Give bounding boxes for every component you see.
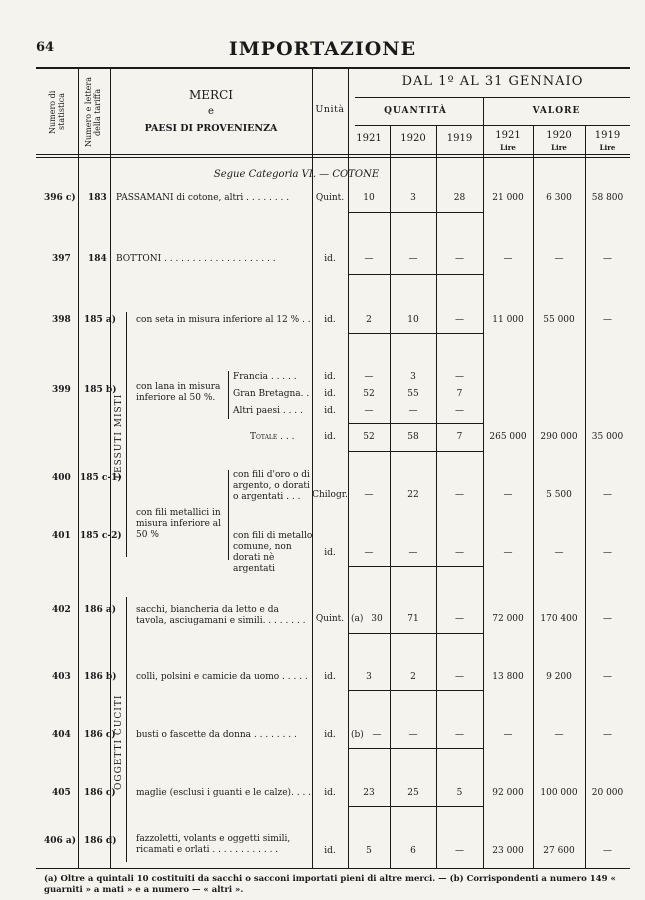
year-v-1920: 1920 [546,130,572,141]
q21-405: 23 [363,788,375,798]
header-col-tariff: Numero e lettera della tariffa [84,77,102,147]
v20-404: — [554,730,564,740]
v19-406: — [603,846,612,856]
sep-5 [348,566,483,567]
q21-396: 10 [363,193,375,203]
lire-1920: Lire [551,143,567,152]
header-col-stat: Numero di statistica [48,90,66,134]
q19-francia: — [455,372,464,382]
v20-397: — [554,254,564,264]
v21-402: 72 000 [492,614,524,624]
header-paesi: PAESI DI PROVENIENZA [144,123,278,134]
v21-403: 13 800 [492,672,524,682]
v21-404: — [503,730,513,740]
lire-1919: Lire [599,143,616,152]
unit-402: Quint. [315,614,345,624]
q21-401: — [364,548,374,558]
stat-405: 405 [52,788,71,798]
v19-402: — [603,614,612,624]
q19-403: — [455,672,464,682]
top-rule [36,67,630,69]
stat-403: 403 [52,672,71,682]
stat-401: 401 [52,531,71,541]
tariff-186c: 186 c) [84,730,116,740]
stat-402: 402 [52,605,71,615]
header-merci: MERCI [188,88,233,102]
q20-401: — [408,548,418,558]
q19-400: — [455,490,464,500]
header-valore: VALORE [532,106,581,116]
v21-405: 92 000 [492,788,524,798]
q20-altri: — [408,406,418,416]
v19-404: — [603,730,612,740]
q20-gb: 55 [407,389,419,399]
desc-405: maglie (esclusi i guanti e le calze). . . . [136,788,312,798]
header-merci-and: e [208,106,214,117]
sep-4 [348,451,483,452]
q19-401: — [455,548,464,558]
desc-399: con lana in misura inferiore al 50 %. [136,382,221,403]
q21-398: 2 [366,315,372,325]
totale-label: Totale . . . [250,432,295,442]
q21-400: — [364,490,374,500]
desc-397: BOTTONI . . . . . . . . . . . . . . . . . . . . [116,254,276,264]
sep-6 [348,633,483,634]
header-period: DAL 1º AL 31 GENNAIO [401,74,584,89]
q21-397: — [364,254,374,264]
col-div-3 [312,68,313,868]
period-rule [355,97,630,98]
year-v-1919: 1919 [594,130,621,141]
v19-401: — [603,548,612,558]
v21-397: — [503,254,513,264]
bracket-tessuti [126,312,127,557]
desc-400: con fili d'oro o di argento, o dorati o argentati . . . [233,470,310,502]
v20-400: 5 500 [546,490,572,500]
header-bottom-rule [36,154,630,155]
q21-403: 3 [366,672,372,682]
q21-gb: 52 [363,389,375,399]
stat-406: 406 a) [44,836,77,846]
q19-402: — [455,614,464,624]
year-q-1921: 1921 [356,133,382,144]
header-bottom-rule-2 [36,157,630,158]
tariff-186d: 186 d) [84,836,117,846]
lire-1921: Lire [500,143,516,152]
year-v-1921: 1921 [495,130,521,141]
q20-404: — [408,730,418,740]
page-number: 64 [36,40,55,55]
v21-400: — [503,490,513,500]
tariff-185b: 185 b) [84,385,117,395]
v21-396: 21 000 [492,193,524,203]
v19-403: — [603,672,612,682]
q20-405: 25 [407,788,419,798]
totale-unit: id. [324,432,336,442]
q20-397: — [408,254,418,264]
stat-398: 398 [52,315,71,325]
qv-rule [355,125,630,126]
col-div-1 [78,68,79,868]
sep-1 [348,212,483,213]
tariff-185a: 185 a) [84,315,117,325]
q20-400: 22 [407,490,419,500]
desc-402: sacchi, biancheria da letto e da tavola, asciugamani e simili. . . . . . . . [136,605,306,626]
year-q-1919: 1919 [446,133,473,144]
q21-404: — [372,730,382,740]
v21-398: 11 000 [492,315,524,325]
note-404: (b) [351,730,364,740]
year-q-1920: 1920 [400,133,426,144]
q20-396: 3 [410,193,416,203]
v20-396: 6 300 [546,193,572,203]
tariff-186a: 186 a) [84,605,117,615]
q20-406: 6 [410,846,416,856]
v21-406: 23 000 [492,846,524,856]
unit-397: id. [324,254,336,264]
q20-francia: 3 [410,372,416,382]
stat-404: 404 [52,730,71,740]
v19-400: — [603,490,612,500]
unit-400: Chilogr. [312,490,348,500]
group-tessuti-misti: TESSUTI MISTI [114,393,124,480]
stat-396: 396 c) [44,193,76,203]
totale-v19: 35 000 [591,432,624,442]
v21-401: — [503,548,513,558]
v20-398: 55 000 [543,315,575,325]
col-div-7 [483,97,484,868]
header-unit: Unità [315,104,345,115]
note-402: (a) [351,614,364,624]
sep-9 [348,806,483,807]
totale-q21: 52 [363,432,375,442]
page-title: IMPORTAZIONE [228,38,417,60]
desc-metal: con fili metallici in misura inferiore al 50 % [136,508,222,540]
bottom-rule [36,868,630,869]
v20-402: 170 400 [540,614,578,624]
q19-397: — [455,254,464,264]
q21-francia: — [364,372,374,382]
desc-398: con seta in misura inferiore al 12 % . . [136,315,311,325]
desc-406: fazzoletti, volants e oggetti simili, ricamati e orlati . . . . . . . . . . . . [136,834,291,855]
col-div-2 [110,68,111,868]
q19-398: — [455,315,464,325]
q19-406: — [455,846,464,856]
footnote: (a) Oltre a quintali 10 costituiti da sacchi o sacconi importati pieni di altre merci. — (b) Corrispondenti a numero 149 « guarniti » a mati » e a numero — « altri ». [44,874,616,895]
sub-francia: Francia . . . . . [233,372,297,382]
unit-401: id. [324,548,336,558]
tariff-186b: 186 b) [84,672,117,682]
sep-3 [348,333,483,334]
unit-gb: id. [324,389,336,399]
v20-401: — [554,548,564,558]
q21-altri: — [364,406,374,416]
stat-400: 400 [52,473,71,483]
tariff-184: 184 [88,254,107,264]
q19-404: — [455,730,464,740]
v20-405: 100 000 [540,788,578,798]
totale-rule [348,423,483,424]
category-title: Segue Categoria VI. — COTONE [213,169,380,180]
sep-8 [348,748,483,749]
v19-398: — [603,315,612,325]
bracket-oggetti [126,597,127,862]
stat-399: 399 [52,385,71,395]
group-oggetti-cuciti: OGGETTI CUCITI [114,694,124,790]
tariff-186c-2: 186 c) [84,788,116,798]
totale-q20: 58 [407,432,419,442]
totale-v20: 290 000 [540,432,578,442]
q20-403: 2 [410,672,416,682]
q19-altri: — [455,406,464,416]
unit-altri: id. [324,406,336,416]
sep-7 [348,690,483,691]
q21-406: 5 [366,846,372,856]
desc-396: PASSAMANI di cotone, altri . . . . . . . . [116,193,290,203]
unit-francia: id. [324,372,336,382]
totale-q19: 7 [456,432,463,442]
v20-406: 27 600 [543,846,575,856]
v19-397: — [603,254,612,264]
tariff-183: 183 [88,193,107,203]
q20-398: 10 [407,315,419,325]
sep-2 [348,274,483,275]
desc-401: con fili di metallo comune, non dorati nè argentati [233,531,313,574]
header-quantita: QUANTITÀ [384,106,447,116]
unit-396: Quint. [315,193,345,203]
sub-altri-paesi: Altri paesi . . . . [233,406,303,416]
q21-402: 30 [371,614,383,624]
stat-397: 397 [52,254,71,264]
q19-396: 28 [453,193,466,203]
q20-402: 71 [407,614,419,624]
totale-v21: 265 000 [489,432,527,442]
unit-404: id. [324,730,336,740]
tariff-185c2: 185 c-2) [80,531,122,541]
unit-403: id. [324,672,336,682]
unit-406: id. [324,846,336,856]
desc-403: colli, polsini e camicie da uomo . . . . . [136,672,308,682]
bracket-metal [228,470,229,560]
sub-gran-bretagna: Gran Bretagna. . [233,389,310,399]
unit-405: id. [324,788,336,798]
q19-405: 5 [456,788,463,798]
bracket-399 [228,371,229,419]
desc-404: busti o fascette da donna . . . . . . . . [136,730,297,740]
v19-396: 58 800 [591,193,624,203]
v20-403: 9 200 [546,672,572,682]
q19-gb: 7 [456,389,463,399]
unit-398: id. [324,315,336,325]
tariff-185c1: 185 c-1) [80,473,122,483]
v19-405: 20 000 [591,788,624,798]
